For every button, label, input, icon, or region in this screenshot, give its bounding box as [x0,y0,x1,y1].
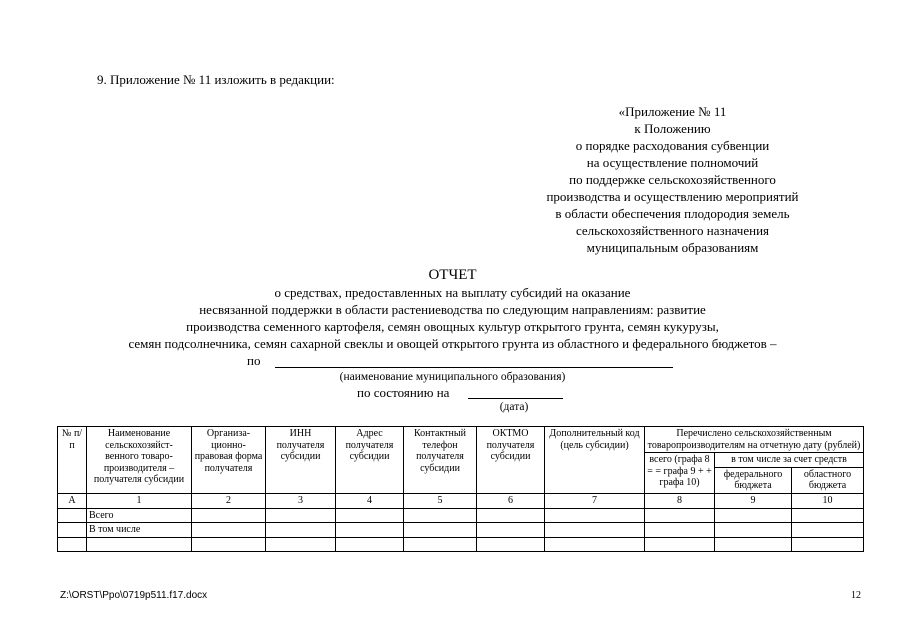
header-cell-producer: Наименование сельскохозяйст-венного товаро-производителя – получателя субсидии [87,427,192,494]
appendix-line: к Положению [634,121,711,136]
table-cell [336,537,404,551]
header-cell-inn: ИНН получателя субсидии [266,427,336,494]
table-cell [792,537,864,551]
table-cell [645,537,715,551]
date-hint: (дата) [499,401,529,413]
date-label: по состоянию на [357,385,450,400]
appendix-heading [540,103,805,256]
appendix-line: сельскохозяйственного назначения [575,223,770,238]
table-header-row [58,427,864,453]
header-cell-oktmo: ОКТМО получателя субсидии [477,427,545,494]
table-cell [545,508,645,523]
table-cell [545,537,645,551]
header-cell-total: всего (графа 8 = = графа 9 + + графа 10) [645,453,715,494]
table-cell [58,508,87,523]
file-path-footer: Z:\ORST\Ppo\0719p511.f17.docx [60,590,208,601]
appendix-line: о порядке расходования субвенции [575,138,770,153]
report-heading [0,266,905,400]
table-row [58,537,864,551]
table-cell [477,537,545,551]
table-cell [266,523,336,538]
po-label: по [247,353,261,368]
table-cell [266,537,336,551]
header-cell-legal-form: Организа-ционно-правовая форма получателя [192,427,266,494]
intro-paragraph: 9. Приложение № 11 изложить в редакции: [97,72,335,87]
appendix-line: производства и осуществлению мероприятий [546,189,799,204]
column-number-cell: 4 [336,493,404,508]
header-cell-transferred: Перечислено сельскохозяйственным товаропроизводителям на отчетную дату (рублей) [645,427,864,453]
appendix-line: по поддержке сельскохозяйственного [569,172,776,187]
appendix-line: муниципальным образованиям [586,240,759,255]
table-cell [477,508,545,523]
appendix-line: на осуществление полномочий [586,155,759,170]
municipality-hint: (наименование муниципального образования) [339,371,566,383]
report-subtitle-line: несвязанной поддержки в области растениеводства по следующим направлениям: развитие [199,302,706,317]
table-cell [545,523,645,538]
table-cell [192,537,266,551]
table-cell [336,508,404,523]
report-title: ОТЧЕТ [428,267,477,283]
column-number-cell: 9 [715,493,792,508]
table-cell [645,523,715,538]
column-number-cell: 6 [477,493,545,508]
header-cell-regional: областного бюджета [792,467,864,493]
header-cell-phone: Контактный телефон получателя субсидии [404,427,477,494]
table-cell [477,523,545,538]
date-blank [468,398,563,399]
column-number-cell: 7 [545,493,645,508]
table-cell [266,508,336,523]
column-number-row [58,493,864,508]
date-line [0,384,905,400]
table-row [58,523,864,538]
table-cell [58,537,87,551]
table-cell [715,523,792,538]
table-cell [404,537,477,551]
column-number-cell: А [58,493,87,508]
table-cell [645,508,715,523]
header-cell-number: № п/п [58,427,87,494]
row-label-including: В том числе [87,523,192,538]
column-number-cell: 3 [266,493,336,508]
table-cell [792,523,864,538]
appendix-line: в области обеспечения плодородия земель [555,206,790,221]
column-number-cell: 2 [192,493,266,508]
appendix-line: «Приложение № 11 [618,104,727,119]
table-row [58,508,864,523]
report-subtitle-line: семян подсолнечника, семян сахарной свеклы и овощей открытого грунта из областного и федерального бюджетов – [128,336,777,351]
table-cell [192,523,266,538]
report-table [57,426,864,552]
table-cell [192,508,266,523]
column-number-cell: 10 [792,493,864,508]
column-number-cell: 8 [645,493,715,508]
municipality-blank [275,367,673,368]
table-cell [58,523,87,538]
municipality-line [0,352,905,370]
page-number: 12 [851,590,861,601]
table-cell [404,508,477,523]
report-subtitle-line: о средствах, предоставленных на выплату субсидий на оказание [274,285,631,300]
table-cell [715,508,792,523]
report-subtitle-line: производства семенного картофеля, семян овощных культур открытого грунта, семян кукурузы, [186,319,719,334]
table-cell [404,523,477,538]
header-cell-address: Адрес получателя субсидии [336,427,404,494]
table-cell [87,537,192,551]
column-number-cell: 5 [404,493,477,508]
header-cell-code: Дополнительный код (цель субсидии) [545,427,645,494]
header-cell-federal: федерального бюджета [715,467,792,493]
header-cell-including: в том числе за счет средств [715,453,864,468]
table-cell [792,508,864,523]
table-cell [715,537,792,551]
row-label-total: Всего [87,508,192,523]
table-cell [336,523,404,538]
column-number-cell: 1 [87,493,192,508]
